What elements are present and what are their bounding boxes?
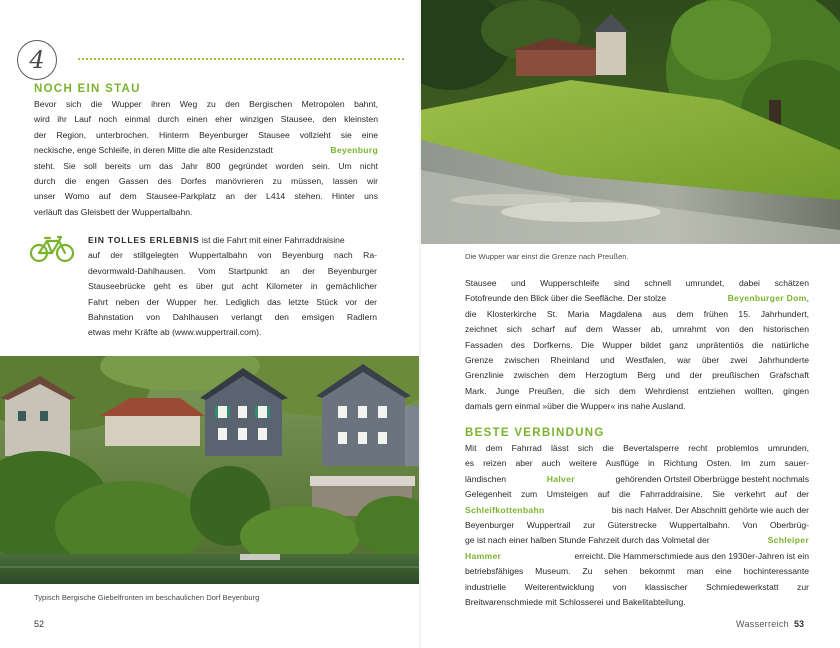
text-line: durch die engen Gassen des Dorfes manövrieren zu müssen, lassen wir — [34, 176, 378, 187]
text-fragment: erreicht. Die Hammerschmiede aus den 1930er-Jahren ist ein — [574, 550, 809, 561]
text-line: etwas mehr Kräfte ab (www.wuppertrail.com). — [88, 327, 262, 338]
running-head: Wasserreich — [736, 619, 789, 629]
bicycle-icon — [28, 232, 76, 264]
page-number-right: 53 — [794, 619, 805, 629]
text-line: Beyenburger Wuppertrail zur Güterstrecke Wuppertalbahn. Von Oberbrüg- — [465, 520, 809, 531]
text-line: Stausee und Wupperschleife sind schnell umrundet, dabei schätzen — [465, 278, 809, 288]
text-line: Mit dem Fahrrad lässt sich die Bevertalsperre recht problemlos umrunden, — [465, 443, 809, 453]
tip-label: EIN TOLLES ERLEBNIS — [88, 235, 200, 245]
text-line: Stauseebrücke geht es über gut acht Kilometer in gemächlicher — [88, 281, 377, 292]
text-line: betriebsfähiges Museum. Zu sehen bekommt man eine hochinteressante — [465, 566, 809, 577]
text-line: devormwald-Dahlhausen. Vom Startpunkt an der Beyenburger — [88, 265, 377, 276]
text-line: zeichnet sich scharf auf dem Wasser ab, umrahmt von den historischen — [465, 324, 809, 335]
right-paragraph-2 — [465, 441, 809, 610]
photo-beyenburg-village — [0, 356, 419, 584]
text-line: der Region, unterbrochen. Hinterm Beyenburger Stausee vollzieht sie eine — [34, 129, 378, 140]
text-line: unser Womo auf dem Stausee-Parkplatz an der L414 stehen. Hinter uns — [34, 191, 378, 202]
place-highlight-halver: Halver — [546, 473, 575, 484]
text-fragment: bis nach Halver. Der Abschnitt gehörte wie auch der — [611, 504, 809, 515]
text-line: auf der stillgelegten Wuppertalbahn von Beyenburg nach Ra- — [88, 250, 377, 261]
text-line: steht. Sie soll bereits um das Jahr 800 gegründet worden sein. Um nicht — [34, 160, 378, 171]
section-title-left: NOCH EIN STAU — [34, 83, 141, 95]
page-number-left: 52 — [34, 619, 45, 629]
text-line — [465, 503, 809, 518]
dotted-rule — [78, 58, 404, 60]
text-line — [465, 291, 809, 306]
text-line — [465, 533, 809, 548]
chapter-badge — [17, 40, 57, 80]
tip-box — [88, 233, 377, 341]
text-line: Breitwarenschmiede mit Schlosserei und Bakelitabteilung. — [465, 597, 686, 608]
text-fragment: ist die Fahrt mit einer Fahrraddraisine — [199, 235, 345, 245]
place-highlight-schleiper: Schleiper — [767, 535, 809, 546]
photo-wupper-river — [421, 0, 840, 244]
text-line: industrielle Weiterentwicklung von klassischer Schmiedewerkstatt zur — [465, 581, 809, 592]
place-highlight-beyenburg: Beyenburg — [330, 145, 378, 156]
text-fragment: gehörenden Ortsteil Oberbrügge besteht nochmals — [615, 473, 809, 484]
text-line: verläuft das Gleisbett der Wuppertalbahn. — [34, 206, 193, 217]
text-line: Gelegenheit zum Umsteigen auf die Fahrraddraisine. Sie verkehrt auf der — [465, 489, 809, 500]
text-line: wird ihr Lauf noch einmal durch einen eher winzigen Stausee, den kleinsten — [34, 114, 378, 125]
text-fragment: Fotofreunde den Blick über die Seefläche. Der stolze — [465, 293, 667, 304]
photo-caption-left: Typisch Bergische Giebelfronten im beschaulichen Dorf Beyenburg — [34, 593, 260, 602]
left-paragraph — [34, 97, 378, 220]
place-highlight-hammer: Hammer — [465, 550, 502, 561]
text-fragment: , — [806, 293, 809, 304]
text-line: Bevor sich die Wupper ihren Weg zu den Bergischen Metropolen bahnt, — [34, 99, 378, 109]
place-highlight-schleifkottenbahn: Schleifkottenbahn — [465, 504, 545, 515]
text-line — [465, 549, 809, 564]
text-line: Bahnstation von Dahlhausen verlangt den emsigen Radlern — [88, 312, 377, 323]
text-fragment: neckische, enge Schleife, in deren Mitte die alte Residenzstadt — [34, 145, 273, 156]
text-line — [88, 233, 377, 248]
text-line — [34, 143, 378, 158]
badge-number: 4 — [29, 46, 45, 74]
text-fragment: ge ist nach einer halben Stunde Fahrzeit durch das Volmetal der — [465, 535, 710, 546]
section-title-right: BESTE VERBINDUNG — [465, 427, 605, 439]
text-line: Grenze zwischen Rheinland und Westfalen, war über zwei Jahrhunderte — [465, 355, 809, 366]
place-highlight-dom: Beyenburger Dom — [727, 293, 807, 304]
photo-caption-right: Die Wupper war einst die Grenze nach Preußen. — [465, 252, 629, 261]
text-line: es reizen aber auch weitere Ausflüge in Richtung Osten. Im zum sauer- — [465, 458, 809, 469]
text-line: Mark. Junge Preußen, die sich dem Wehrdienst entziehen wollten, gingen — [465, 385, 809, 396]
text-line: Grenzlinie zwischen dem Herzogtum Berg und der preußischen Grafschaft — [465, 370, 809, 381]
text-line: die Klosterkirche St. Maria Magdalena aus dem frühen 15. Jahrhundert, — [465, 308, 809, 319]
text-fragment: ländischen — [465, 473, 507, 484]
text-line: Fassaden des Dorfkerns. Die Wupper bildet ganz unprätentiös die natürliche — [465, 339, 809, 350]
text-line: Fahrt neben der Wupper her. Lediglich das letzte Stück vor der — [88, 296, 377, 307]
right-paragraph-1 — [465, 276, 809, 415]
text-line: damals gern einmal »über die Wupper« ins nahe Ausland. — [465, 401, 686, 412]
text-line — [465, 472, 809, 487]
